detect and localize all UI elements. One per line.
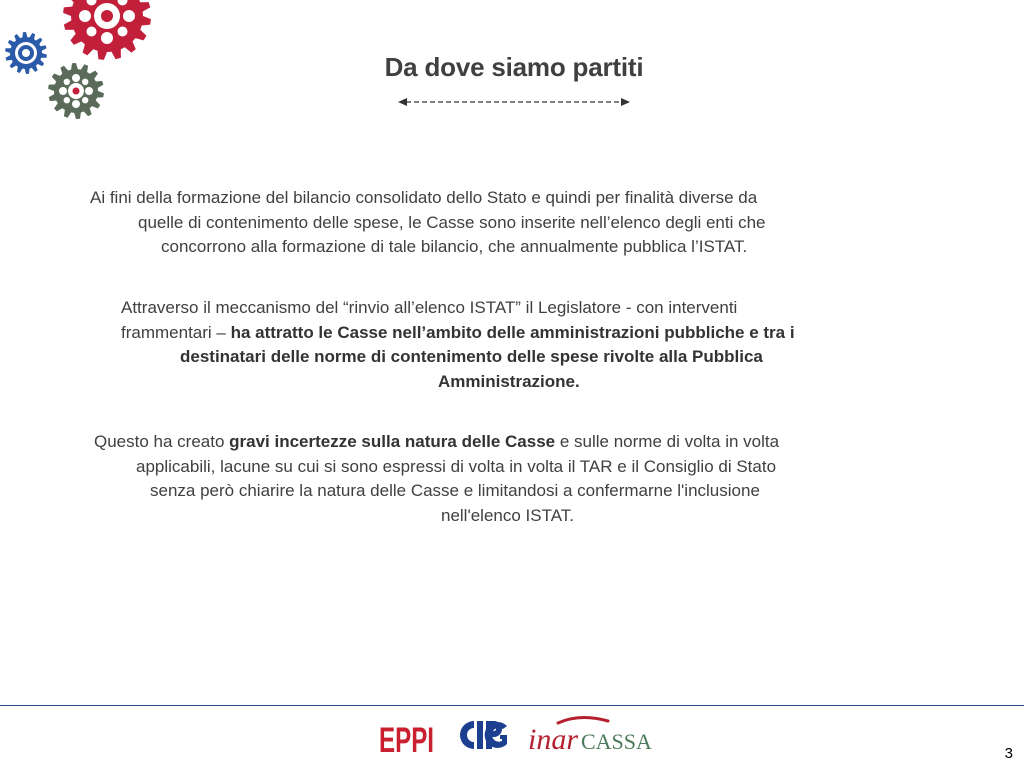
slide-title: Da dove siamo partiti <box>384 52 644 82</box>
footer-logos <box>378 714 668 760</box>
paragraph-2-line-1: Attraverso il meccanismo del “rinvio all’elenco ISTAT” il Legislatore - con interventi <box>121 298 738 317</box>
eppi-logo-text: EPPI <box>379 721 434 760</box>
inarcassa-script: inar <box>528 723 579 756</box>
paragraph-2-line-2-plain: frammentari – <box>121 322 231 342</box>
paragraph-2 <box>0 296 1024 396</box>
inarcassa-logo <box>528 715 662 755</box>
paragraph-1 <box>0 186 1024 262</box>
paragraph-3 <box>0 430 1024 530</box>
paragraph-3-line-1-bold: gravi incertezze sulla natura delle Casse <box>229 432 556 451</box>
footer-divider <box>0 705 1024 706</box>
paragraph-1-line-3: concorrono alla formazione di tale bilancio, che annualmente pubblica l’ISTAT. <box>161 237 748 256</box>
paragraph-3-line-2: applicabili, lacune su cui si sono espressi di volta in volta il TAR e il Consiglio di Stato <box>136 456 777 476</box>
page-number: 3 <box>1004 745 1013 762</box>
inarcassa-caps: CASSA <box>581 729 652 754</box>
paragraph-2-line-2-bold: ha attratto le Casse nell’ambito delle amministrazioni pubbliche e tra i <box>230 322 795 342</box>
paragraph-3-line-1 <box>94 430 779 455</box>
paragraph-2-line-4: Amministrazione. <box>438 371 580 391</box>
eppi-logo <box>378 716 436 760</box>
red-gear-icon <box>63 0 151 60</box>
paragraph-3-line-1-plain: Questo ha creato <box>94 432 230 451</box>
paragraph-1-line-1: Ai fini della formazione del bilancio consolidato dello Stato e quindi per finalità diverse da <box>90 188 758 207</box>
paragraph-3-line-4: nell'elenco ISTAT. <box>441 505 575 525</box>
paragraph-2-line-2 <box>121 321 795 346</box>
paragraph-2-line-3: destinatari delle norme di contenimento delle spese rivolte alla Pubblica <box>180 347 763 366</box>
paragraph-3-line-1-rest: e sulle norme di volta in volta <box>555 432 780 451</box>
paragraph-3-line-3: senza però chiarire la natura delle Casse e limitandosi a confermarne l'inclusione <box>150 481 760 500</box>
double-arrow-icon <box>398 96 630 108</box>
cipag-logo-icon <box>458 717 510 753</box>
paragraph-1-line-2: quelle di contenimento delle spese, le Casse sono inserite nell’elenco degli enti che <box>138 212 766 232</box>
